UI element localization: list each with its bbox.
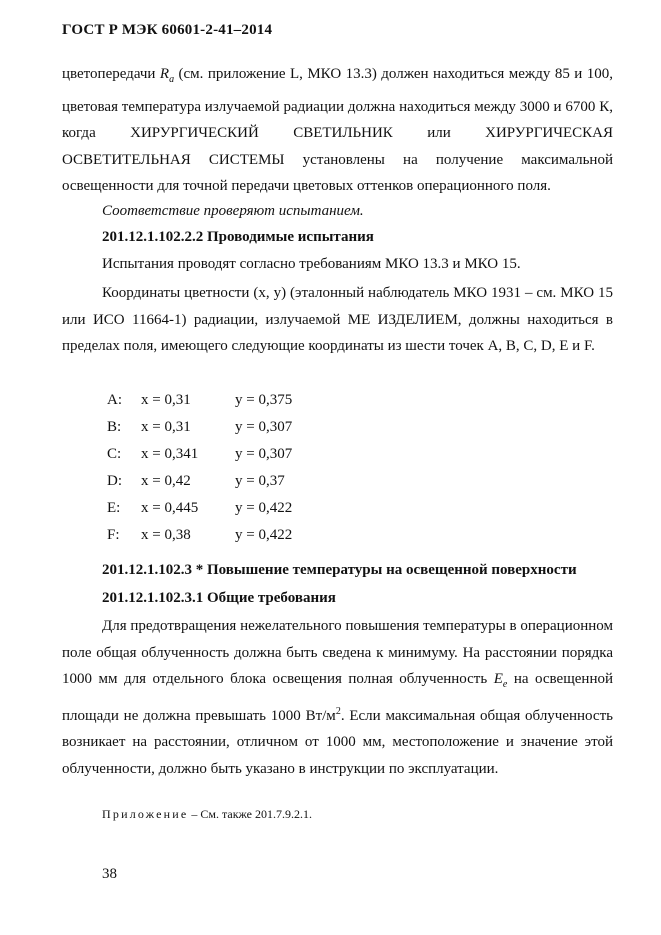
coordinate-point-row xyxy=(107,527,327,547)
point-label: A: xyxy=(107,392,122,408)
point-y-value: y = 0,307 xyxy=(235,419,293,435)
section-heading-2-2: 201.12.1.102.2.2 Проводимые испытания xyxy=(102,229,374,245)
paragraph-chromaticity: Координаты цветности (x, y) (эталонный наблюдатель МКО 1931 – см. МКО 15 или ИСО 11664-1) радиации, излучаемой МЕ ИЗДЕЛИЕМ, должны находиться в пределах поля, имеющего следующие координаты из шести точек А, В, С, D, E и F. xyxy=(62,285,613,354)
appendix-note xyxy=(102,807,312,822)
paragraph-color-rendering xyxy=(62,61,613,200)
point-label: B: xyxy=(107,419,122,435)
point-y-value: y = 0,422 xyxy=(235,527,293,543)
point-label: F: xyxy=(107,527,120,543)
symbol-letter: R xyxy=(159,66,170,82)
compliance-note: Соответствие проверяют испытанием. xyxy=(102,203,364,219)
text-run: . Если максимальная общая облученность возникает на расстоянии, отличном от 1000 мм, местоположение и значение этой облученности, должно быть указано в инструкции по эксплуатации. xyxy=(62,707,613,777)
point-y-value: y = 0,422 xyxy=(235,500,293,516)
symbol-r xyxy=(159,66,175,85)
point-label: D: xyxy=(107,473,122,489)
superscript: 2 xyxy=(335,705,341,717)
point-y-value: y = 0,375 xyxy=(235,392,293,408)
coordinate-point-row xyxy=(107,473,327,493)
point-x-value: x = 0,445 xyxy=(141,500,199,516)
point-y-value: y = 0,307 xyxy=(235,446,293,462)
page-number: 38 xyxy=(102,866,117,882)
symbol-subscript: e xyxy=(502,679,508,690)
text-run: на освещенной площади не должна превышать 1000 Вт/м xyxy=(62,671,613,724)
text-run: (см. приложение L, МКО 13.3) должен находиться между 85 и 100, цветовая температура излучаемой радиации должна находиться между 3000 и 6700 К, когда ХИРУРГИЧЕСКИЙ СВЕТИЛЬНИК или ХИРУРГИЧЕСКАЯ ОСВЕТИТЕЛЬНАЯ СИСТЕМЫ установлены на получение максимальной освещенности для точной передачи цветовых оттенков операционного поля. xyxy=(62,66,613,194)
point-x-value: x = 0,42 xyxy=(141,473,191,489)
text-run: Для предотвращения нежелательного повышения температуры в операционном поле общая облученность должна быть сведена к минимуму. На расстоянии порядка 1000 мм для отдельного блока освещения полная облученность xyxy=(62,618,613,687)
coordinate-point-row xyxy=(107,500,327,520)
point-x-value: x = 0,31 xyxy=(141,392,191,408)
document-header: ГОСТ Р МЭК 60601-2-41–2014 xyxy=(62,22,273,38)
section-heading-3-1: 201.12.1.102.3.1 Общие требования xyxy=(102,590,336,606)
point-x-value: x = 0,31 xyxy=(141,419,191,435)
coordinate-point-row xyxy=(107,419,327,439)
coordinate-point-row xyxy=(107,446,327,466)
note-text: – См. также 201.7.9.2.1. xyxy=(188,807,313,821)
text-run: цветопередачи xyxy=(62,66,160,82)
coordinate-point-row xyxy=(107,392,327,412)
point-label: E: xyxy=(107,500,121,516)
point-x-value: x = 0,341 xyxy=(141,446,199,462)
tests-requirement-line: Испытания проводят согласно требованиям МКО 13.3 и МКО 15. xyxy=(102,256,521,272)
point-label: C: xyxy=(107,446,122,462)
symbol-letter: E xyxy=(493,671,503,687)
symbol-subscript: a xyxy=(169,74,175,85)
note-label: Приложение xyxy=(102,807,189,821)
point-y-value: y = 0,37 xyxy=(235,473,285,489)
paragraph-irradiance xyxy=(62,613,613,782)
symbol-e xyxy=(493,671,508,690)
point-x-value: x = 0,38 xyxy=(141,527,191,543)
section-heading-3: 201.12.1.102.3 * Повышение температуры на освещенной поверхности xyxy=(102,562,577,578)
